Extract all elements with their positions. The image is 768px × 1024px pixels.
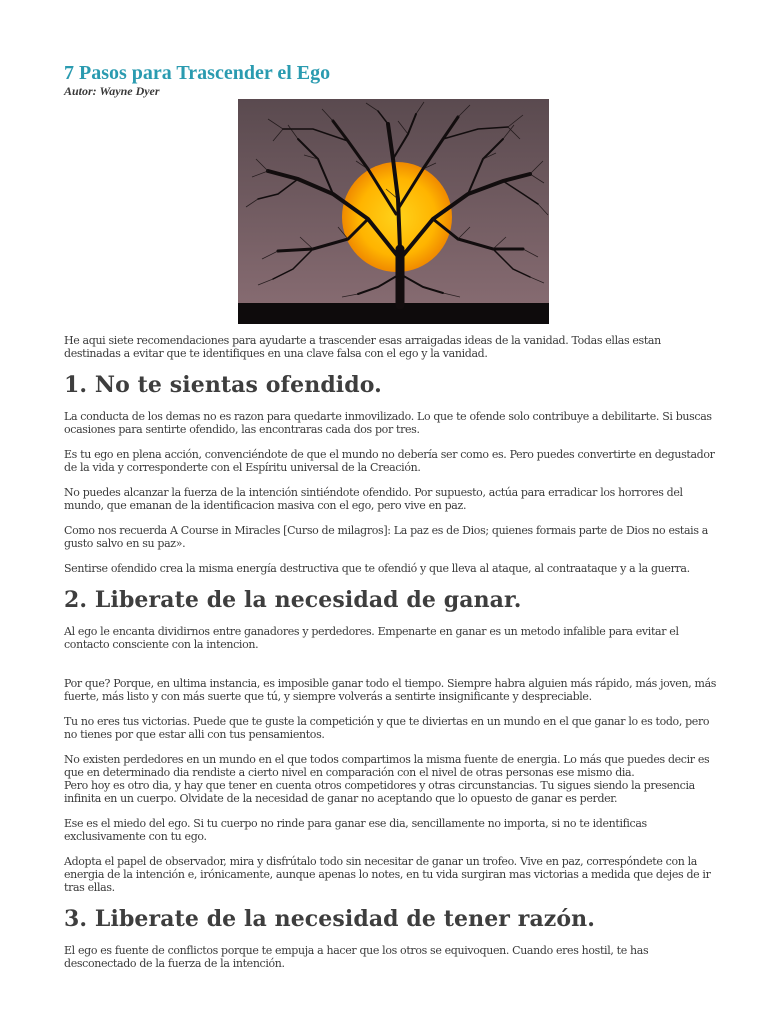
section-2-paragraph: Adopta el papel de observador, mira y disfrútalo todo sin necesitar de ganar un trofeo. Vive en paz, correspóndete con la energia de la intención e, irónicamente, aunque apenas lo notes, en tu vida surgiran mas victorias a medida que dejes de ir tras ellas.	[64, 855, 711, 894]
section-2-paragraph: Tu no eres tus victorias. Puede que te guste la competición y que te diviertas en un mundo en el que ganar lo es todo, pero no tienes por que estar alli con tus pensamientos.	[64, 715, 710, 741]
section-1-paragraph: Sentirse ofendido crea la misma energía destructiva que te ofendió y que lleva al ataque, al contraataque y a la guerra.	[64, 562, 690, 575]
section-2-paragraph: No existen perdedores en un mundo en el que todos compartimos la misma fuente de energia. Lo más que puedes decir es que en determinado dia rendiste a cierto nivel en comparación con el nivel de otras personas ese mismo dia.	[64, 753, 710, 779]
tree-sunset-image	[238, 99, 549, 324]
section-2-paragraph: Al ego le encanta dividirnos entre ganadores y perdedores. Empenarte en ganar es un metodo infalible para evitar el contacto consciente con la intencion.	[64, 625, 679, 651]
document-title: 7 Pasos para Trascender el Ego	[64, 62, 331, 84]
section-2-heading: 2. Liberate de la necesidad de ganar.	[64, 587, 522, 613]
section-1-paragraph: No puedes alcanzar la fuerza de la intención sintiéndote ofendido. Por supuesto, actúa para erradicar los horrores del mundo, que emanan de la identificacion masiva con el ego, pero vive en paz.	[64, 486, 683, 512]
intro-paragraph: He aqui siete recomendaciones para ayudarte a trascender esas arraigadas ideas de la vanidad. Todas ellas estan destinadas a evitar que te identifiques en una clave falsa con el ego y la vanidad.	[64, 334, 661, 360]
document-body	[64, 334, 720, 982]
section-2-paragraph: Por que? Porque, en ultima instancia, es imposible ganar todo el tiempo. Siempre habra alguien más rápido, más joven, más fuerte, más listo y con más suerte que tú, y siempre volverás a sentirte insignificante y despreciable.	[64, 677, 717, 703]
section-2-paragraph: Pero hoy es otro dia, y hay que tener en cuenta otros competidores y otras circunstancias. Tu sigues siendo la presencia infinita en un cuerpo. Olvidate de la necesidad de ganar no aceptando que lo opuesto de ganar es perder.	[64, 779, 695, 805]
section-3-heading: 3. Liberate de la necesidad de tener razón.	[64, 906, 596, 932]
section-1-paragraph: Como nos recuerda A Course in Miracles [Curso de milagros]: La paz es de Dios; quienes formais parte de Dios no estais a gusto salvo en su paz».	[64, 524, 709, 550]
section-2-paragraph: Ese es el miedo del ego. Si tu cuerpo no rinde para ganar ese dia, sencillamente no importa, si no te identificas exclusivamente con tu ego.	[64, 817, 647, 843]
document-author: Autor: Wayne Dyer	[64, 84, 160, 98]
section-1-paragraph: Es tu ego en plena acción, convenciéndote de que el mundo no debería ser como es. Pero puedes convertirte en degustador de la vida y corresponderte con el Espíritu universal de la Creación.	[64, 448, 715, 474]
section-3-paragraph: El ego es fuente de conflictos porque te empuja a hacer que los otros se equivoquen. Cuando eres hostil, te has desconectado de la fuerza de la intención.	[64, 944, 649, 970]
section-1-paragraph: La conducta de los demas no es razon para quedarte inmovilizado. Lo que te ofende solo contribuye a debilitarte. Si buscas ocasiones para sentirte ofendido, las encontraras cada dos por tres.	[64, 410, 712, 436]
section-1-heading: 1. No te sientas ofendido.	[64, 372, 382, 398]
